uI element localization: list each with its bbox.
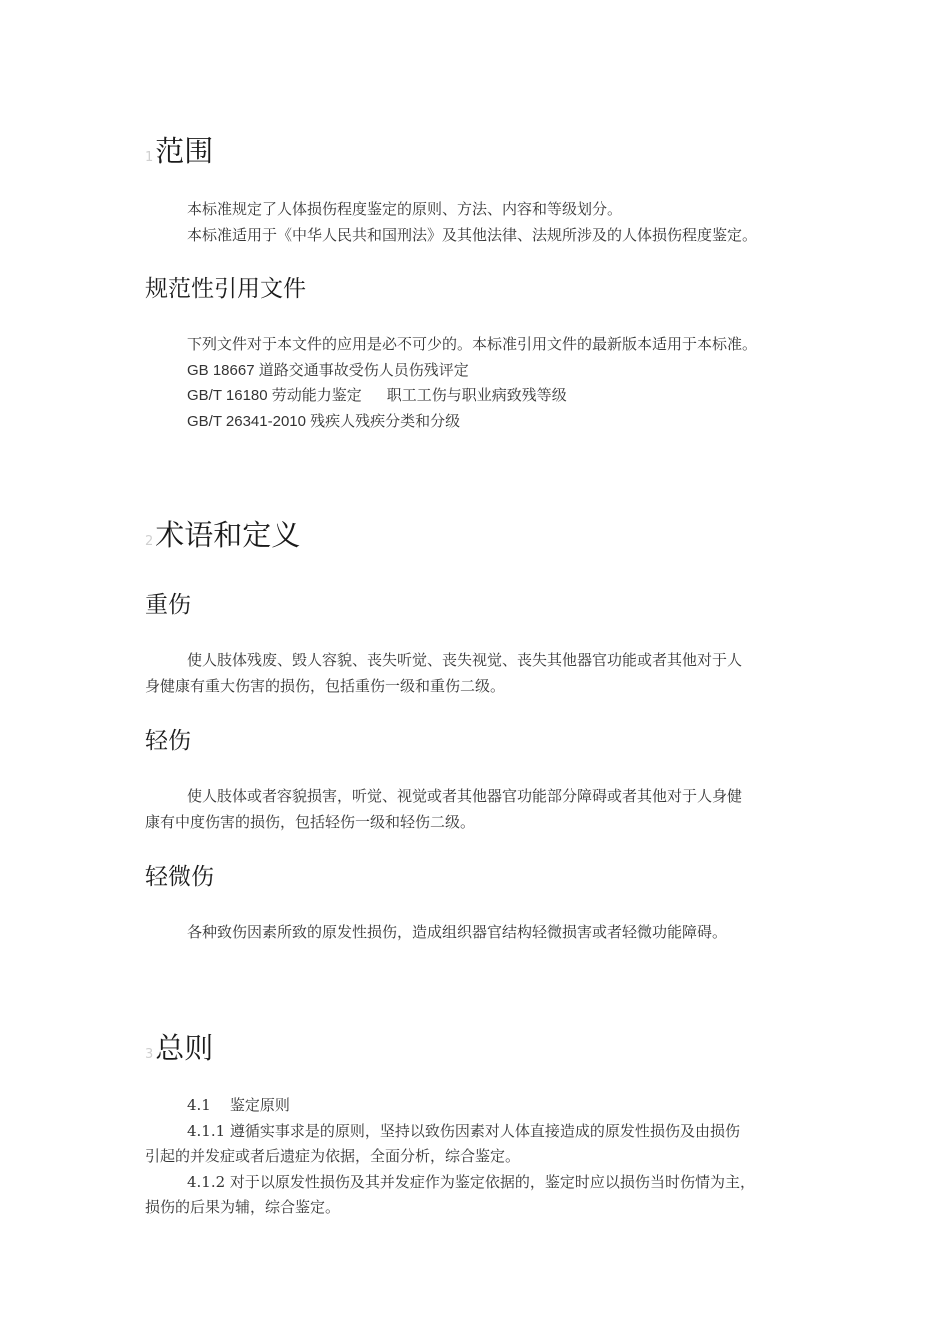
general-paragraph: [145, 1093, 825, 1221]
term-definition: [145, 648, 825, 699]
subsection-heading-normative-references: 规范性引用文件: [145, 276, 306, 302]
paragraph-line: 使人肢体或者容貌损害，听觉、视觉或者其他器官功能部分障碍或者其他对于人身健: [187, 787, 743, 805]
section-title: 范围: [155, 134, 214, 168]
paragraph-line: 身健康有重大伤害的损伤，包括重伤一级和重伤二级。: [145, 676, 506, 695]
paragraph-line: 使人肢体残废、毁人容貌、丧失听觉、丧失视觉、丧失其他器官功能或者其他对于人: [187, 651, 743, 669]
reference-item: GB/T 26341-2010 残疾人残疾分类和分级: [187, 412, 461, 430]
references-paragraph: [145, 332, 825, 434]
paragraph-line: 本标准规定了人体损伤程度鉴定的原则、方法、内容和等级划分。: [187, 200, 623, 218]
reference-item: GB/T 16180 劳动能力鉴定 职工工伤与职业病致残等级: [187, 387, 567, 404]
term-heading-slight-injury: 轻微伤: [145, 864, 214, 890]
section-title: 总则: [155, 1031, 214, 1065]
section-heading-general: [145, 1030, 213, 1073]
term-heading-minor-injury: 轻伤: [145, 728, 191, 754]
clause-heading: 4.1 鉴定原则: [187, 1096, 290, 1114]
reference-item: GB 18667 道路交通事故受伤人员伤残评定: [187, 361, 469, 379]
paragraph-line: 损伤的后果为辅，综合鉴定。: [145, 1198, 341, 1216]
paragraph-line: 各种致伤因素所致的原发性损伤，造成组织器官结构轻微损害或者轻微功能障碍。: [187, 923, 728, 941]
paragraph-line: 4.1.2 对于以原发性损伤及其并发症作为鉴定依据的，鉴定时应以损伤当时伤情为主，: [187, 1172, 755, 1191]
section-heading-scope: [145, 133, 213, 176]
paragraph-line: 康有中度伤害的损伤，包括轻伤一级和轻伤二级。: [145, 812, 476, 831]
term-definition: [145, 784, 825, 835]
section-number: 2: [145, 534, 154, 549]
paragraph-line: 4.1.1 遵循实事求是的原则，坚持以致伤因素对人体直接造成的原发性损伤及由损伤: [187, 1121, 740, 1140]
section-number: 1: [145, 150, 154, 165]
section-number: 3: [145, 1047, 154, 1062]
section-title: 术语和定义: [155, 518, 301, 552]
paragraph-line: 本标准适用于《中华人民共和国刑法》及其他法律、法规所涉及的人体损伤程度鉴定。: [187, 225, 758, 244]
paragraph-line: 下列文件对于本文件的应用是必不可少的。本标准引用文件的最新版本适用于本标准。: [187, 335, 758, 353]
scope-paragraph: [145, 197, 825, 248]
term-definition: [145, 920, 825, 946]
section-heading-terms: [145, 517, 300, 560]
term-heading-serious-injury: 重伤: [145, 592, 191, 618]
paragraph-line: 引起的并发症或者后遗症为依据，全面分析，综合鉴定。: [145, 1147, 521, 1165]
